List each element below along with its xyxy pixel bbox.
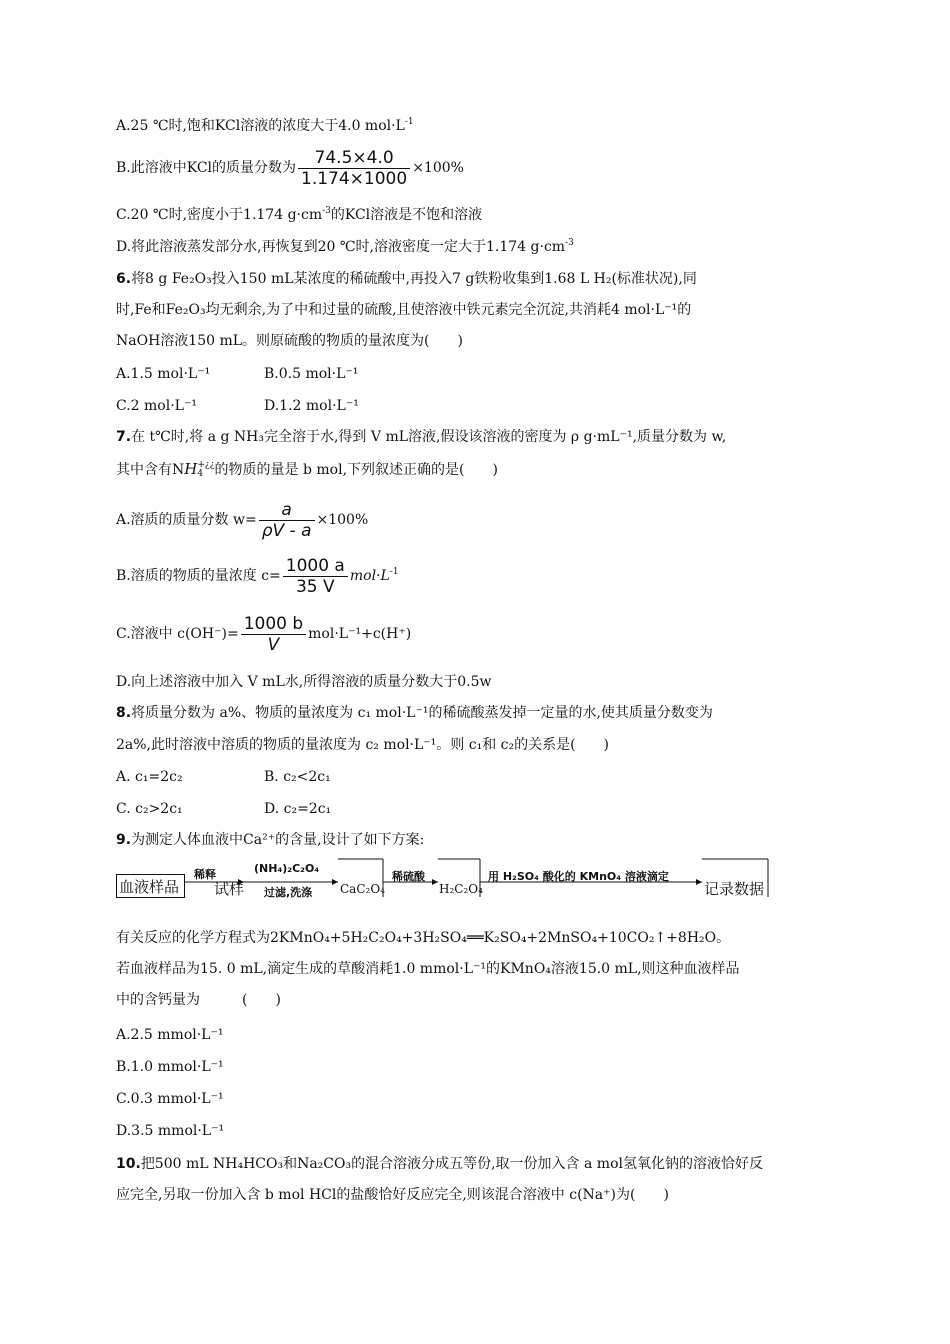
flow-label-reagent: (NH₄)₂C₂O₄ bbox=[254, 862, 320, 875]
flow-step-h2c2o4: H₂C₂O₄ bbox=[439, 882, 483, 896]
q8-stem-line2: 2a%,此时溶液中溶质的物质的量浓度为 c₂ mol·L⁻¹。则 c₁和 c₂的关系是( ) bbox=[116, 737, 610, 753]
q9-equation: 有关反应的化学方程式为2KMnO₄+5H₂C₂O₄+3H₂SO₄══K₂SO₄+2MnSO₄+10CO₂↑+8H₂O。 bbox=[116, 930, 731, 946]
q6-stem-line2: 时,Fe和Fe₂O₃均无剩余,为了中和过量的硫酸,且使溶液中铁元素完全沉淀,共消耗4 mol·L⁻¹的 bbox=[116, 302, 692, 318]
q8-stem-line1: 8.将质量分数为 a%、物质的量浓度为 c₁ mol·L⁻¹的稀硫酸蒸发掉一定量的水,使其质量分数变为 bbox=[116, 705, 713, 721]
q9-option-b: B.1.0 mmol·L⁻¹ bbox=[116, 1059, 224, 1075]
mass-fraction-formula: $\frac{74.5\times 4.0}{1.174\times 1000}$ bbox=[298, 148, 410, 189]
flow-label-titration: 用 H₂SO₄ 酸化的 KMnO₄ 溶液滴定 bbox=[488, 870, 669, 883]
q8-option-d: D. c₂=2c₁ bbox=[264, 801, 332, 817]
q5-option-d: D.将此溶液蒸发部分水,再恢复到20 ℃时,溶液密度一定大于1.174 $g\cdot cm^{-3}$ bbox=[116, 238, 574, 255]
q8-option-b: B. c₂<2c₁ bbox=[264, 769, 331, 785]
q9-option-d: D.3.5 mmol·L⁻¹ bbox=[116, 1123, 225, 1139]
flow-label-filter-wash: 过滤,洗涤 bbox=[264, 886, 313, 899]
q6-option-b: B.0.5 mol·L⁻¹ bbox=[264, 366, 359, 382]
q9-option-a: A.2.5 mmol·L⁻¹ bbox=[116, 1027, 224, 1043]
q5-option-a: A.25 ℃时,饱和KCl溶液的浓度大于4.0 $mol\cdot L^{-1}$ bbox=[116, 117, 414, 134]
q7-option-c: C.溶液中 c(OH⁻)= $\frac{1000 b}{V}$ mol·L⁻¹+c(H⁺) bbox=[116, 613, 412, 655]
q9-option-c: C.0.3 mmol·L⁻¹ bbox=[116, 1091, 224, 1107]
q5-option-b: B.此溶液中KCl的质量分数为 $\frac{74.5\times 4.0}{1.174\times 1000}$ ×100% bbox=[116, 147, 464, 189]
experiment-flowchart bbox=[116, 858, 776, 900]
q9-stem-line3: 中的含钙量为 ( ) bbox=[116, 992, 281, 1008]
q8-option-a: A. c₁=2c₂ bbox=[116, 769, 183, 785]
q9-stem-line2: 若血液样品为15. 0 mL,滴定生成的草酸消耗1.0 mmol·L⁻¹的KMnO₄溶液15.0 mL,则这种血液样品 bbox=[116, 961, 740, 977]
q8-option-c: C. c₂>2c₁ bbox=[116, 801, 183, 817]
q10-stem-line2: 应完全,另取一份加入含 b mol HCl的盐酸恰好反应完全,则该混合溶液中 c(Na⁺)为( ) bbox=[116, 1187, 669, 1203]
q6-option-d: D.1.2 mol·L⁻¹ bbox=[264, 398, 359, 414]
q7-option-d: D.向上述溶液中加入 V mL水,所得溶液的质量分数大于0.5w bbox=[116, 674, 492, 690]
q9-stem-line1: 9.为测定人体血液中Ca²⁺的含量,设计了如下方案: bbox=[116, 832, 425, 848]
q7-option-b: B.溶质的物质的量浓度 c= $\frac{1000 a}{35 V}$ $mol\cdot L^{-1}$ bbox=[116, 555, 399, 597]
flow-step-cac2o4: CaC₂O₄ bbox=[340, 882, 385, 896]
q10-stem-line1: 10.把500 mL NH₄HCO₃和Na₂CO₃的混合溶液分成五等份,取一份加入含 a mol氢氧化钠的溶液恰好反 bbox=[116, 1156, 763, 1172]
q5-option-c: C.20 ℃时,密度小于1.174 $g\cdot cm^{-3}$的KCl溶液是不饱和溶液 bbox=[116, 206, 483, 223]
flow-label-dilute: 稀释 bbox=[194, 868, 216, 881]
flow-step-record-data: 记录数据 bbox=[704, 880, 765, 898]
q6-stem-line1: 6.将8 g Fe₂O₃投入150 mL某浓度的稀硫酸中,再投入7 g铁粉收集到1.68 L H₂(标准状况),同 bbox=[116, 271, 697, 287]
q7-stem-line1: 7.在 t℃时,将 a g NH₃完全溶于水,得到 V mL溶液,假设该溶液的密度为 ρ g·mL⁻¹,质量分数为 w, bbox=[116, 429, 727, 445]
flow-label-dilute-acid: 稀硫酸 bbox=[392, 870, 425, 883]
q7-stem-line2: 其中含有NH +¿¿ 4 的物质的量是 b mol,下列叙述正确的是( ) bbox=[116, 460, 498, 479]
q6-option-c: C.2 mol·L⁻¹ bbox=[116, 398, 197, 414]
flow-step-test-sample: 试样 bbox=[214, 880, 245, 898]
q7-option-a: A.溶质的质量分数 w= $\frac{a}{\rho V - a}$ ×100% bbox=[116, 499, 369, 541]
flow-step-blood-sample: 血液样品 bbox=[119, 878, 180, 896]
q6-option-a: A.1.5 mol·L⁻¹ bbox=[116, 366, 211, 382]
q6-stem-line3: NaOH溶液150 mL。则原硫酸的物质的量浓度为( ) bbox=[116, 333, 463, 349]
